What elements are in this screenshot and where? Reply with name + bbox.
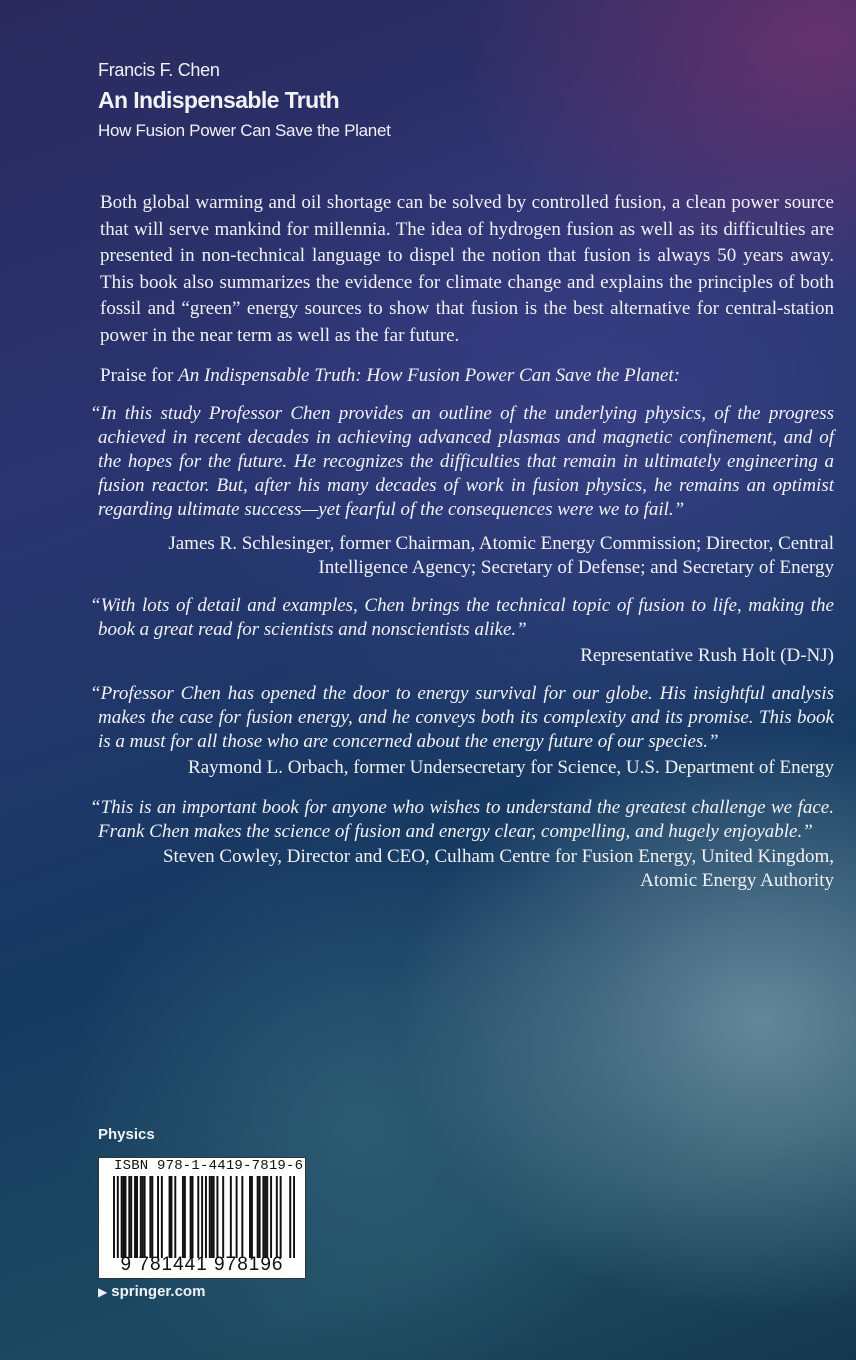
barcode-bar (216, 1176, 218, 1258)
barcode-bar (161, 1176, 163, 1258)
barcode-bar (259, 1176, 261, 1258)
barcode-bar (262, 1176, 264, 1258)
publisher-link[interactable] (98, 1283, 205, 1300)
barcode-bar (289, 1176, 291, 1258)
barcode-bar (266, 1176, 268, 1258)
barcode-bar (249, 1176, 251, 1258)
isbn-barcode (98, 1157, 306, 1279)
barcode-bars (113, 1176, 295, 1258)
barcode-bar (241, 1176, 243, 1258)
barcode-bar (211, 1176, 213, 1258)
book-title: An Indispensable Truth (98, 87, 340, 113)
barcode-bar (184, 1176, 186, 1258)
review-quote: “In this study Professor Chen provides an outline of the underlying physics, of the progress achieved in recent decades in achieving advanced plasmas and magnetic confinement, and of the hopes for the future. He recognizes the difficulties that remain in ultimately engineering a fusion reactor. But, after his many decades of work in fusion physics, he remains an optimist regarding ultimate success—yet fearful of the consequences were we to fail.” (90, 403, 834, 520)
barcode-bar (209, 1176, 211, 1258)
review-attribution: Raymond L. Orbach, former Undersecretary for Science, U.S. Department of Energy (188, 757, 834, 778)
subject-category: Physics (98, 1126, 155, 1143)
review-attribution: James R. Schlesinger, former Chairman, Atomic Energy Commission; Director, Central Intelligence Agency; Secretary of Defense; and Secretary of Energy (168, 533, 834, 578)
book-description: Both global warming and oil shortage can be solved by controlled fusion, a clean power source that will serve mankind for millennia. The idea of hydrogen fusion as well as its difficulties are presented in non-technical language to dispel the notion that fusion is always 50 years away. This book also summarizes the evidence for climate change and explains the principles of both fossil and “green” energy sources to show that fusion is the best alternative for central-station power in the near term as well as the far future. (100, 192, 834, 346)
barcode-bar (222, 1176, 224, 1258)
barcode-digits: 9 781441 978196 (120, 1254, 284, 1275)
barcode-bar (213, 1176, 215, 1258)
barcode-bar (117, 1176, 119, 1258)
barcode-bar (123, 1176, 125, 1258)
barcode-bar (149, 1176, 151, 1258)
barcode-bar (280, 1176, 282, 1258)
barcode-bar (276, 1176, 278, 1258)
praise-prefix: Praise for (100, 365, 179, 386)
author-name: Francis F. Chen (98, 60, 220, 80)
barcode-bar (174, 1176, 176, 1258)
barcode-bar (201, 1176, 203, 1258)
barcode-bar (236, 1176, 238, 1258)
review-quote: “This is an important book for anyone who wishes to understand the greatest challenge we face. Frank Chen makes the science of fusion and energy clear, compelling, and hugely enjoyable.” (90, 797, 834, 842)
barcode-bar (251, 1176, 253, 1258)
barcode-bar (113, 1176, 115, 1258)
barcode-bar (142, 1176, 144, 1258)
isbn-label: ISBN 978-1-4419-7819-6 (114, 1158, 304, 1174)
review-quote: “With lots of detail and examples, Chen brings the technical topic of fusion to life, making the book a great read for scientists and nonscientists alike.” (90, 595, 834, 640)
barcode-bar (230, 1176, 232, 1258)
praise-heading (100, 365, 680, 387)
praise-book-title: An Indispensable Truth: How Fusion Power Can Save the Planet: (178, 365, 680, 386)
barcode-bar (170, 1176, 172, 1258)
review-attribution: Representative Rush Holt (D-NJ) (580, 645, 834, 666)
barcode-bar (197, 1176, 199, 1258)
barcode-bar (205, 1176, 207, 1258)
barcode-bar (182, 1176, 184, 1258)
barcode-bar (136, 1176, 138, 1258)
barcode-bar (144, 1176, 146, 1258)
book-subtitle: How Fusion Power Can Save the Planet (98, 121, 391, 140)
review-quote: “Professor Chen has opened the door to energy survival for our globe. His insightful analysis makes the case for fusion energy, and he conveys both its complexity and its promise. This book is a must for all those who are concerned about the energy future of our species.” (90, 683, 834, 752)
arrow-right-icon: ▶ (98, 1285, 108, 1299)
barcode-bar (151, 1176, 153, 1258)
barcode-bar (293, 1176, 295, 1258)
barcode-bar (130, 1176, 132, 1258)
barcode-bar (124, 1176, 126, 1258)
barcode-bar (140, 1176, 142, 1258)
barcode-bar (128, 1176, 130, 1258)
barcode-bar (270, 1176, 272, 1258)
barcode-bar (192, 1176, 194, 1258)
barcode-bar (257, 1176, 259, 1258)
barcode-bar (169, 1176, 171, 1258)
barcode-bar (190, 1176, 192, 1258)
barcode-bar (264, 1176, 266, 1258)
barcode-bar (157, 1176, 159, 1258)
publisher-url: springer.com (111, 1283, 206, 1300)
review-attribution: Steven Cowley, Director and CEO, Culham Centre for Fusion Energy, United Kingdom, Atomic Energy Authority (162, 846, 834, 891)
barcode-bar (121, 1176, 123, 1258)
barcode-bar (134, 1176, 136, 1258)
